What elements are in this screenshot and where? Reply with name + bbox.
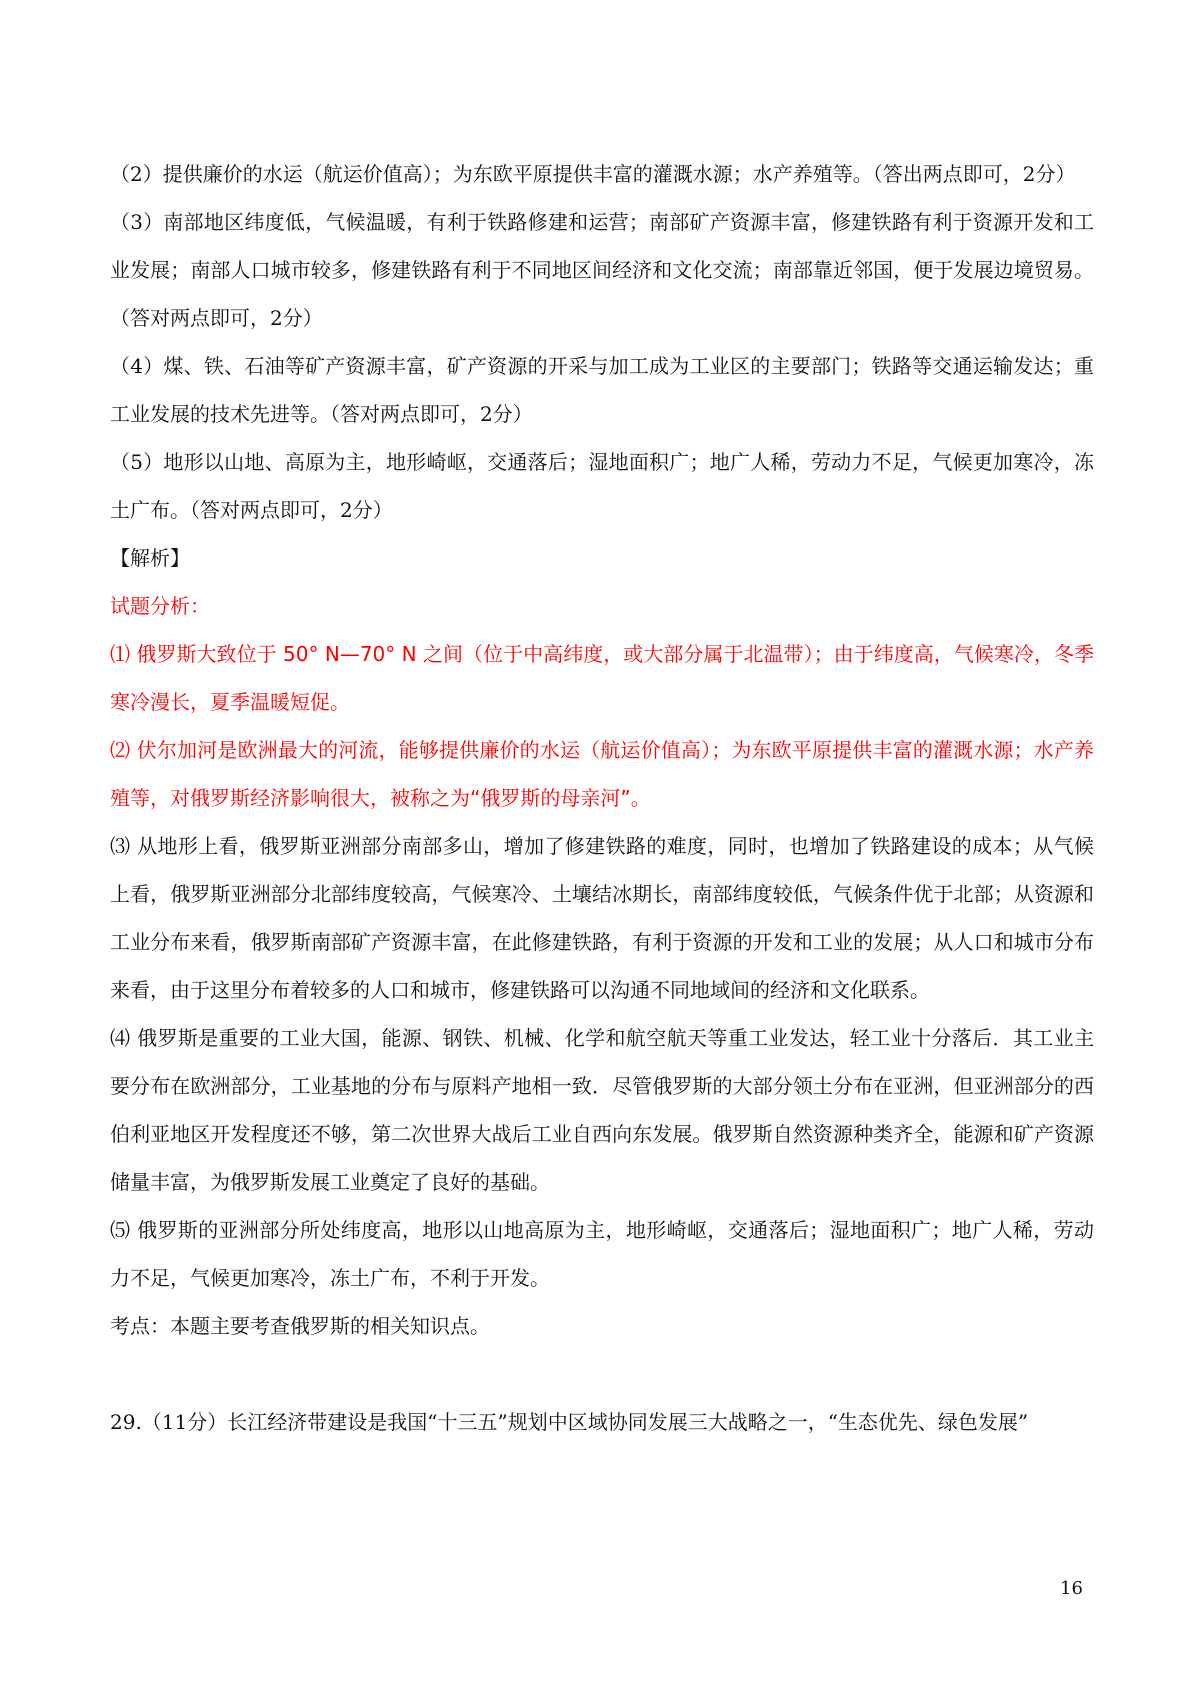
page-number: 16 [1060, 1578, 1083, 1599]
analysis-paragraph-3: ⑶ 从地形上看，俄罗斯亚洲部分南部多山，增加了修建铁路的难度，同时，也增加了铁路建设的成本；从气候上看，俄罗斯亚洲部分北部纬度较高，气候寒冷、土壤结冰期长，南部纬度较低，气候条件优于北部；从资源和工业分布来看，俄罗斯南部矿产资源丰富，在此修建铁路，有利于资源的开发和工业的发展；从人口和城市分布来看，由于这里分布着较多的人口和城市，修建铁路可以沟通不同地域间的经济和文化联系。 [110, 834, 1094, 1002]
section-gap [110, 1350, 1094, 1398]
analysis-red-paragraph-1: ⑴ 俄罗斯大致位于 50° N—70° N 之间（位于中高纬度，或大部分属于北温带）；由于纬度高，气候寒冷，冬季寒冷漫长，夏季温暖短促。 [110, 642, 1094, 714]
answer-4: （4）煤、铁、石油等矿产资源丰富，矿产资源的开采与加工成为工业区的主要部门；铁路等交通运输发达；重工业发展的技术先进等。（答对两点即可，2分） [110, 354, 1094, 426]
analysis-red-title: 试题分析： [110, 594, 210, 618]
kaodian-note: 考点：本题主要考查俄罗斯的相关知识点。 [110, 1314, 490, 1338]
answer-5: （5）地形以山地、高原为主，地形崎岖，交通落后；湿地面积广；地广人稀，劳动力不足，气候更加寒冷，冻土广布。（答对两点即可，2分） [110, 450, 1094, 522]
analysis-heading: 【解析】 [110, 546, 190, 570]
analysis-paragraph-5: ⑸ 俄罗斯的亚洲部分所处纬度高，地形以山地高原为主，地形崎岖，交通落后；湿地面积广；地广人稀，劳动力不足，气候更加寒冷，冻土广布，不利于开发。 [110, 1218, 1094, 1290]
document-content [110, 150, 1094, 1446]
analysis-red-paragraph-2: ⑵ 伏尔加河是欧洲最大的河流，能够提供廉价的水运（航运价值高）；为东欧平原提供丰富的灌溉水源；水产养殖等，对俄罗斯经济影响很大，被称之为“俄罗斯的母亲河”。 [110, 738, 1094, 810]
analysis-paragraph-4: ⑷ 俄罗斯是重要的工业大国，能源、钢铁、机械、化学和航空航天等重工业发达，轻工业十分落后．其工业主要分布在欧洲部分，工业基地的分布与原料产地相一致．尽管俄罗斯的大部分领土分布在亚洲，但亚洲部分的西伯利亚地区开发程度还不够，第二次世界大战后工业自西向东发展。俄罗斯自然资源种类齐全，能源和矿产资源储量丰富，为俄罗斯发展工业奠定了良好的基础。 [110, 1026, 1094, 1194]
question-29: 29.（11分）长江经济带建设是我国“十三五”规划中区域协同发展三大战略之一，“生态优先、绿色发展” [110, 1410, 1029, 1434]
answer-3: （3）南部地区纬度低，气候温暖，有利于铁路修建和运营；南部矿产资源丰富，修建铁路有利于资源开发和工业发展；南部人口城市较多，修建铁路有利于不同地区间经济和文化交流；南部靠近邻国，便于发展边境贸易。（答对两点即可，2分） [110, 210, 1094, 330]
answer-2: （2）提供廉价的水运（航运价值高）；为东欧平原提供丰富的灌溉水源；水产养殖等。（答出两点即可，2分） [110, 162, 1076, 186]
